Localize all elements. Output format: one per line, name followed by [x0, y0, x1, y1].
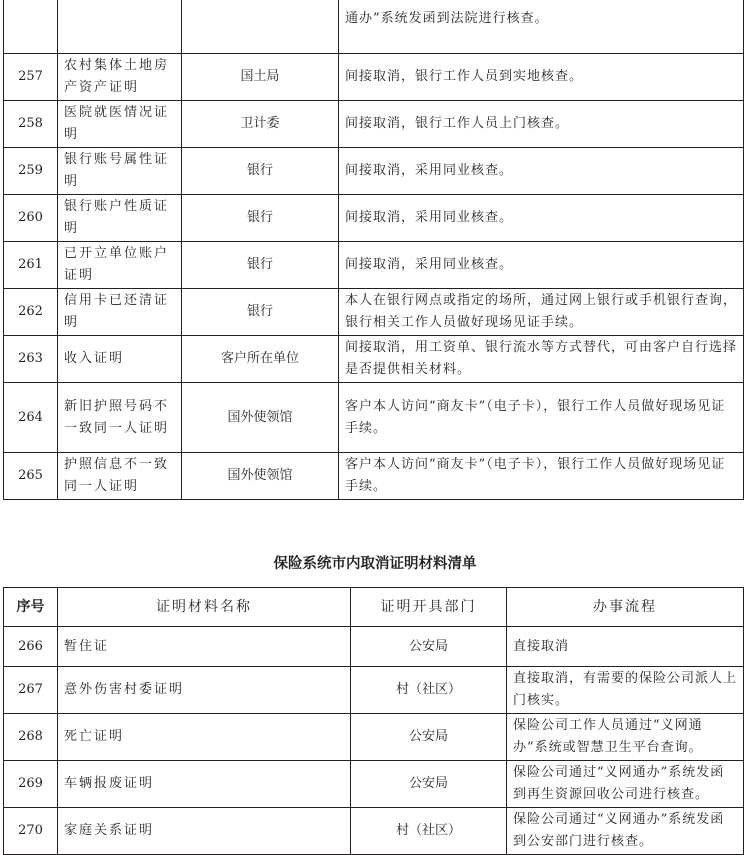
table-row: [4, 808, 744, 855]
table-header-row: [4, 588, 744, 627]
issuing-department: 客户所在单位: [182, 336, 339, 383]
column-header-department: 证明开具部门: [351, 588, 507, 627]
table-row: [4, 667, 744, 714]
material-name: 暂住证: [58, 627, 351, 667]
material-name: 医院就医情况证明: [58, 101, 182, 148]
procedure: 客户本人访问“商友卡”（电子卡），银行工作人员做好现场见证手续。: [339, 383, 744, 453]
material-name: 护照信息不一致同一人证明: [58, 453, 182, 500]
row-number: 268: [4, 714, 58, 761]
issuing-department: [182, 0, 339, 54]
procedure: 直接取消，有需要的保险公司派人上门核实。: [507, 667, 744, 714]
issuing-department: 村（社区）: [351, 667, 507, 714]
issuing-department: 公安局: [351, 714, 507, 761]
issuing-department: 公安局: [351, 627, 507, 667]
procedure: 保险公司通过“义网通办”系统发函到公安部门进行核查。: [507, 808, 744, 855]
material-name: 农村集体土地房产资产证明: [58, 54, 182, 101]
row-number: 261: [4, 242, 58, 289]
row-number: 270: [4, 808, 58, 855]
procedure: 间接取消，用工资单、银行流水等方式替代，可由客户自行选择是否提供相关材料。: [339, 336, 744, 383]
row-number: 266: [4, 627, 58, 667]
procedure: 通办”系统发函到法院进行核查。: [339, 0, 744, 54]
material-name: 车辆报废证明: [58, 761, 351, 808]
material-name: 已开立单位账户证明: [58, 242, 182, 289]
material-name: 收入证明: [58, 336, 182, 383]
procedure: 直接取消: [507, 627, 744, 667]
procedure: 间接取消，银行工作人员上门核查。: [339, 101, 744, 148]
issuing-department: 村（社区）: [351, 808, 507, 855]
row-number: 265: [4, 453, 58, 500]
procedure: 本人在银行网点或指定的场所，通过网上银行或手机银行查询，银行相关工作人员做好现场见证手续。: [339, 289, 744, 336]
column-header-name: 证明材料名称: [58, 588, 351, 627]
table-row: [4, 383, 744, 453]
row-number: 269: [4, 761, 58, 808]
table-row: [4, 761, 744, 808]
material-name: 死亡证明: [58, 714, 351, 761]
row-number: 263: [4, 336, 58, 383]
table-row: [4, 242, 744, 289]
row-number: 257: [4, 54, 58, 101]
column-header-number: 序号: [4, 588, 58, 627]
row-number: 264: [4, 383, 58, 453]
row-number: [4, 0, 58, 54]
section-title: 保险系统市内取消证明材料清单: [273, 556, 477, 572]
procedure: 保险公司通过“义网通办”系统发函到再生资源回收公司进行核查。: [507, 761, 744, 808]
procedure: 间接取消，采用同业核查。: [339, 195, 744, 242]
table-row: [4, 453, 744, 500]
material-name: 信用卡已还清证明: [58, 289, 182, 336]
procedure: 间接取消，银行工作人员到实地核查。: [339, 54, 744, 101]
table-row: [4, 336, 744, 383]
row-number: 260: [4, 195, 58, 242]
material-name: 意外伤害村委证明: [58, 667, 351, 714]
row-number: 267: [4, 667, 58, 714]
material-name: [58, 0, 182, 54]
procedure: 间接取消，采用同业核查。: [339, 148, 744, 195]
issuing-department: 银行: [182, 148, 339, 195]
table-row: [4, 627, 744, 667]
material-name: 新旧护照号码不一致同一人证明: [58, 383, 182, 453]
issuing-department: 银行: [182, 195, 339, 242]
issuing-department: 银行: [182, 242, 339, 289]
issuing-department: 公安局: [351, 761, 507, 808]
table-row: [4, 148, 744, 195]
procedure: 间接取消，采用同业核查。: [339, 242, 744, 289]
row-number: 258: [4, 101, 58, 148]
issuing-department: 国外使领馆: [182, 453, 339, 500]
bank-certificates-table: [3, 0, 744, 500]
table-row: [4, 289, 744, 336]
material-name: 银行账户性质证明: [58, 195, 182, 242]
material-name: 家庭关系证明: [58, 808, 351, 855]
table-row: [4, 0, 744, 54]
procedure: 客户本人访问“商友卡”（电子卡），银行工作人员做好现场见证手续。: [339, 453, 744, 500]
table-row: [4, 101, 744, 148]
column-header-procedure: 办事流程: [507, 588, 744, 627]
issuing-department: 国土局: [182, 54, 339, 101]
issuing-department: 卫计委: [182, 101, 339, 148]
row-number: 259: [4, 148, 58, 195]
row-number: 262: [4, 289, 58, 336]
issuing-department: 银行: [182, 289, 339, 336]
insurance-certificates-table: [3, 587, 744, 855]
table-row: [4, 714, 744, 761]
table-row: [4, 54, 744, 101]
table-row: [4, 195, 744, 242]
material-name: 银行账号属性证明: [58, 148, 182, 195]
issuing-department: 国外使领馆: [182, 383, 339, 453]
procedure: 保险公司工作人员通过“义网通办”系统或智慧卫生平台查询。: [507, 714, 744, 761]
